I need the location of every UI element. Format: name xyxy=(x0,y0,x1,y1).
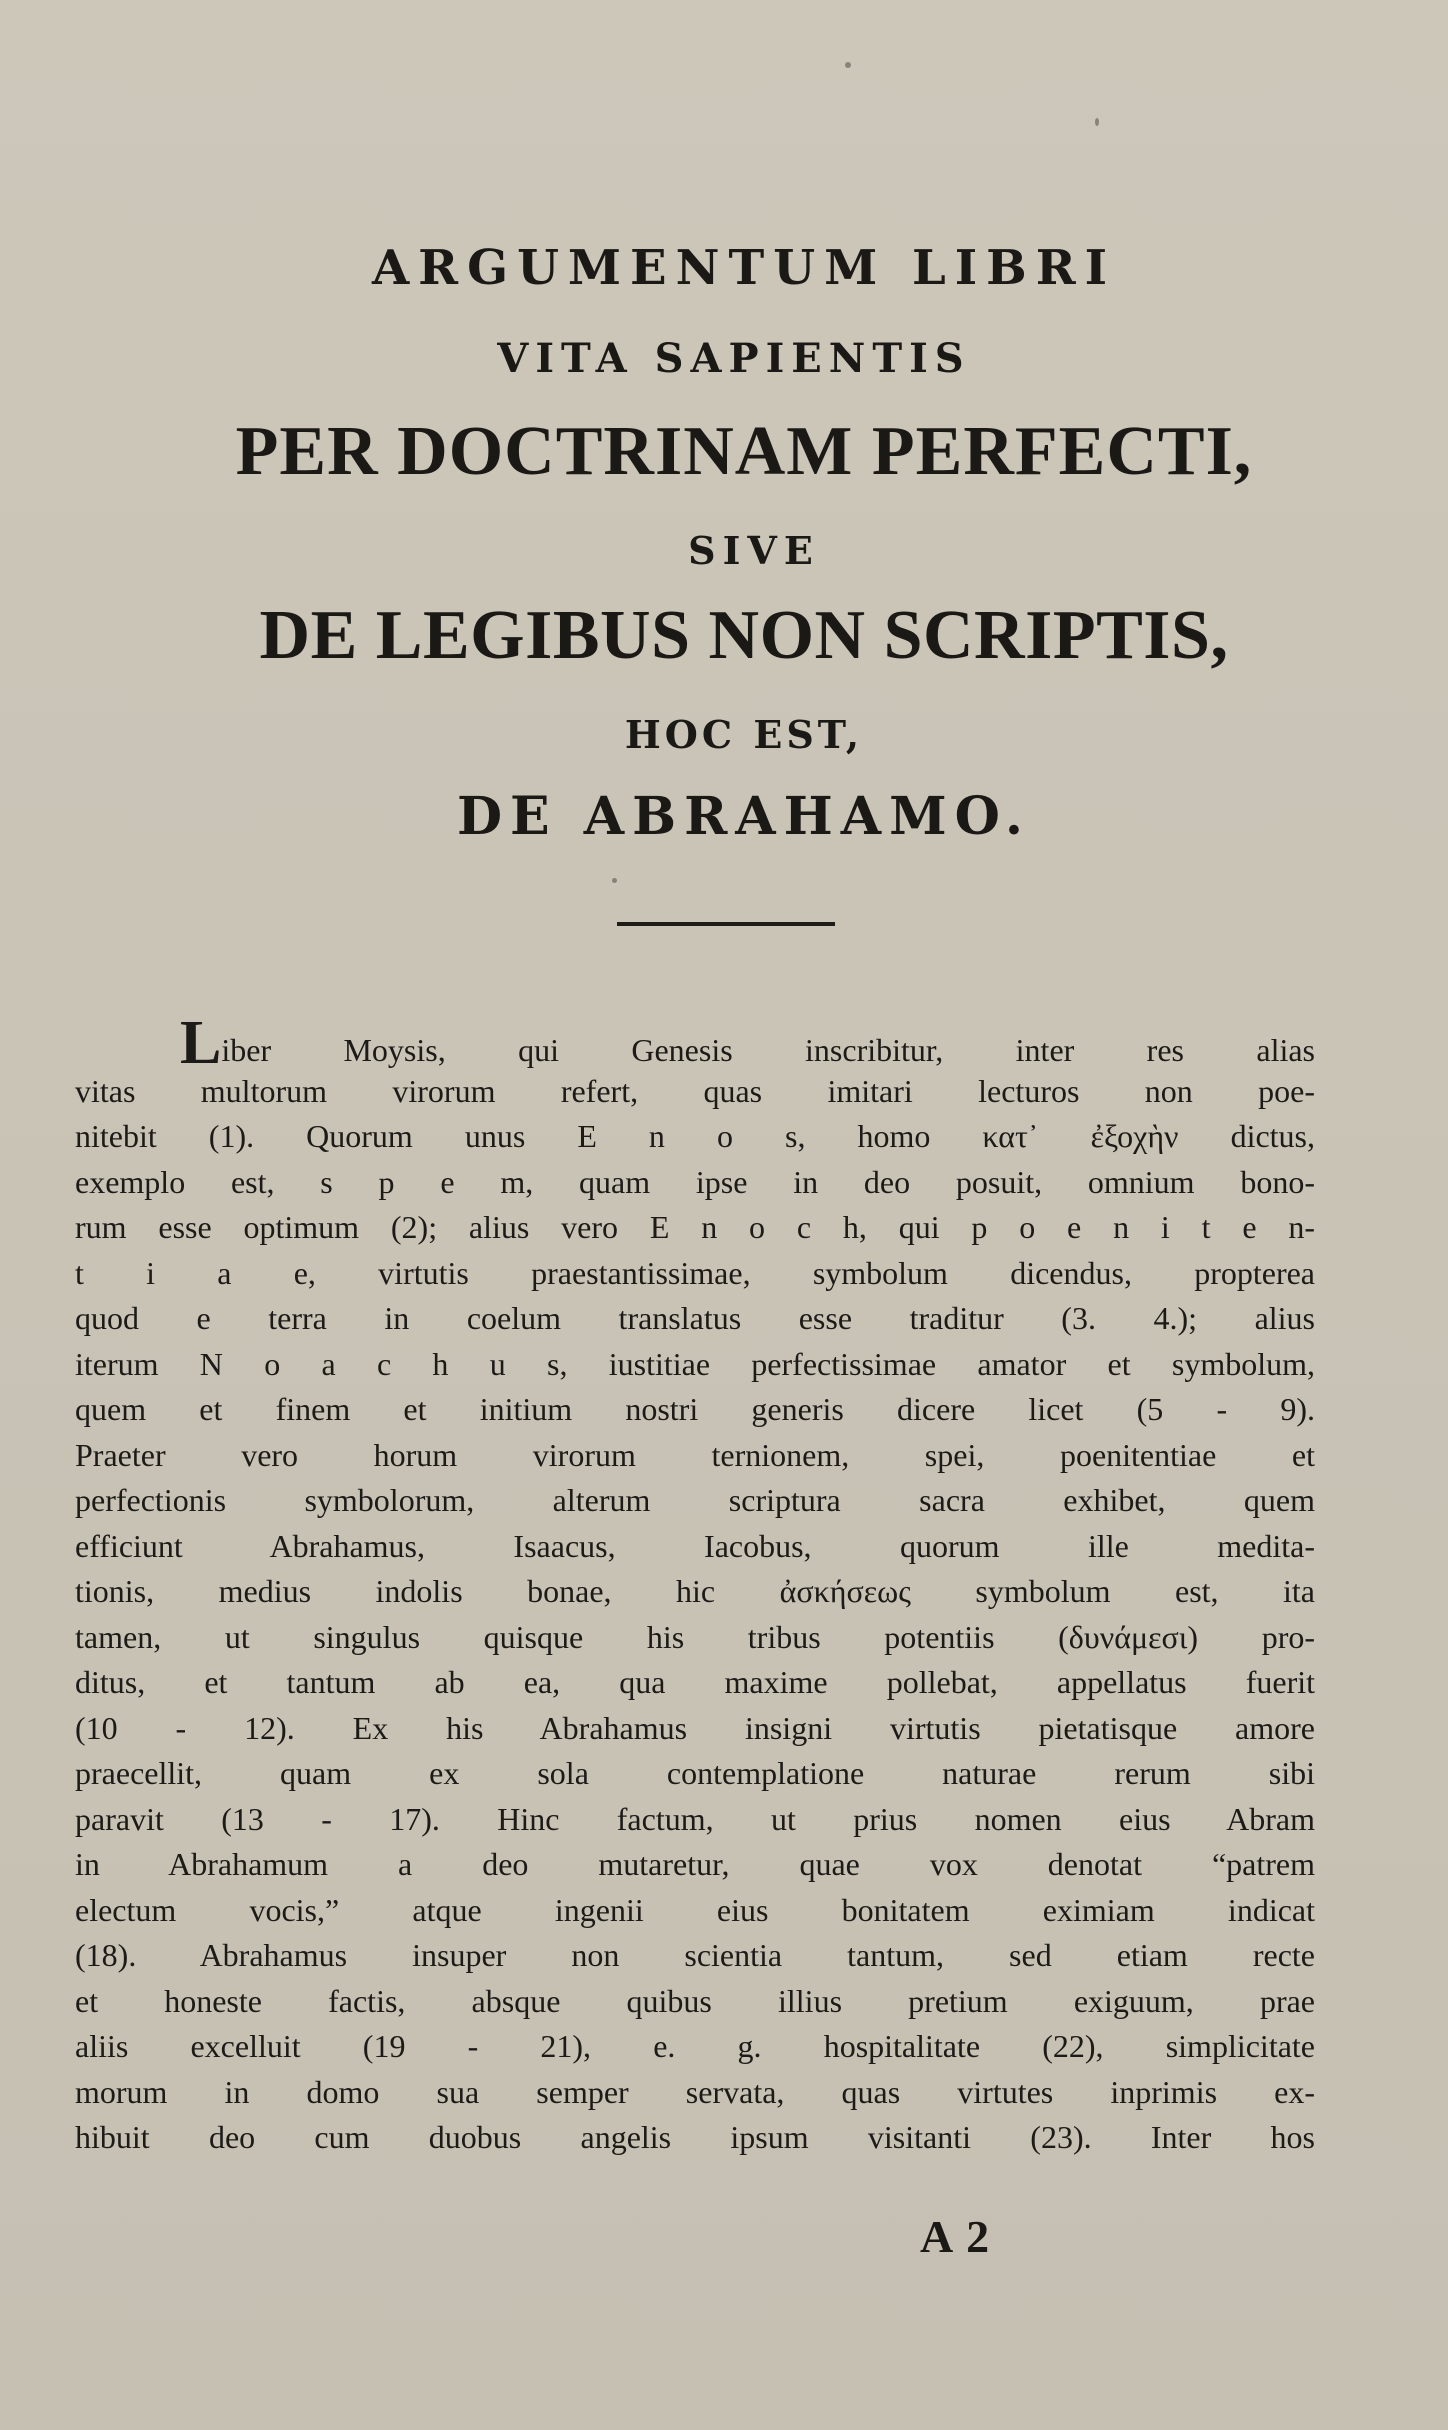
heading-per-doctrinam-perfecti: PER DOCTRINAM PERFECTI, xyxy=(235,413,1253,490)
paper-speck xyxy=(1095,118,1099,126)
body-line: (18). Abrahamus insuper non scientia tantum, sed etiam recte xyxy=(75,1937,1315,1973)
body-line: electum vocis,” atque ingenii eius bonitatem eximiam indicat xyxy=(75,1891,1315,1928)
body-line: quem et finem et initium nostri generis dicere licet (5 - 9). xyxy=(75,1391,1315,1427)
heading-argumentum-libri: ARGUMENTUM LIBRI xyxy=(371,240,1117,296)
body-paragraph xyxy=(75,1009,1315,2161)
body-line: tamen, ut singulus quisque his tribus potentiis (δυνάμεσι) pro- xyxy=(75,1618,1315,1655)
drop-cap: L xyxy=(180,1009,222,1077)
paper-speck xyxy=(612,878,617,883)
signature-mark: A 2 xyxy=(920,2211,992,2262)
body-line: in Abrahamum a deo mutaretur, quae vox denotat “patrem xyxy=(75,1846,1315,1882)
paper-speck xyxy=(845,62,851,68)
body-line: tionis, medius indolis bonae, hic ἀσκήσεως symbolum est, ita xyxy=(75,1573,1315,1609)
body-line: morum in domo sua semper servata, quas virtutes inprimis ex- xyxy=(75,2073,1315,2110)
body-line: exemplo est, s p e m, quam ipse in deo posuit, omnium bono- xyxy=(75,1163,1315,1200)
body-line: iterum N o a c h u s, iustitiae perfectissimae amator et symbolum, xyxy=(75,1345,1315,1382)
heading-de-legibus-non-scriptis: DE LEGIBUS NON SCRIPTIS, xyxy=(259,597,1229,674)
body-line: Liber Moysis, qui Genesis inscribitur, inter res alias xyxy=(180,1009,1315,1077)
body-line: praecellit, quam ex sola contemplatione naturae rerum sibi xyxy=(75,1755,1315,1791)
heading-hoc-est: HOC EST, xyxy=(624,712,864,757)
body-line: Praeter vero horum virorum ternionem, spei, poenitentiae et xyxy=(75,1436,1315,1473)
heading-de-abrahamo: DE ABRAHAMO. xyxy=(456,786,1032,847)
body-line: perfectionis symbolorum, alterum scriptura sacra exhibet, quem xyxy=(75,1482,1315,1518)
section-divider-rule xyxy=(617,922,835,926)
heading-sive: SIVE xyxy=(688,528,820,573)
body-line: t i a e, virtutis praestantissimae, symbolum dicendus, propterea xyxy=(75,1254,1315,1291)
body-line: efficiunt Abrahamus, Isaacus, Iacobus, quorum ille medita- xyxy=(75,1527,1315,1564)
body-line: aliis excelluit (19 - 21), e. g. hospitalitate (22), simplicitate xyxy=(75,2028,1315,2064)
body-line: hibuit deo cum duobus angelis ipsum visitanti (23). Inter hos xyxy=(75,2119,1315,2155)
body-line: paravit (13 - 17). Hinc factum, ut prius nomen eius Abram xyxy=(75,1800,1315,1837)
heading-vita-sapientis: VITA SAPIENTIS xyxy=(497,335,971,382)
body-line: vitas multorum virorum refert, quas imitari lecturos non poe- xyxy=(75,1072,1315,1109)
body-line: nitebit (1). Quorum unus E n o s, homo κατ᾽ ἐξοχὴν dictus, xyxy=(75,1118,1315,1154)
body-line: (10 - 12). Ex his Abrahamus insigni virtutis pietatisque amore xyxy=(75,1709,1315,1746)
body-line: ditus, et tantum ab ea, qua maxime pollebat, appellatus fuerit xyxy=(75,1664,1315,1700)
body-line: quod e terra in coelum translatus esse traditur (3. 4.); alius xyxy=(75,1300,1315,1336)
body-line: rum esse optimum (2); alius vero E n o c h, qui p o e n i t e n- xyxy=(75,1209,1315,1245)
body-line: et honeste factis, absque quibus illius pretium exiguum, prae xyxy=(75,1982,1315,2019)
